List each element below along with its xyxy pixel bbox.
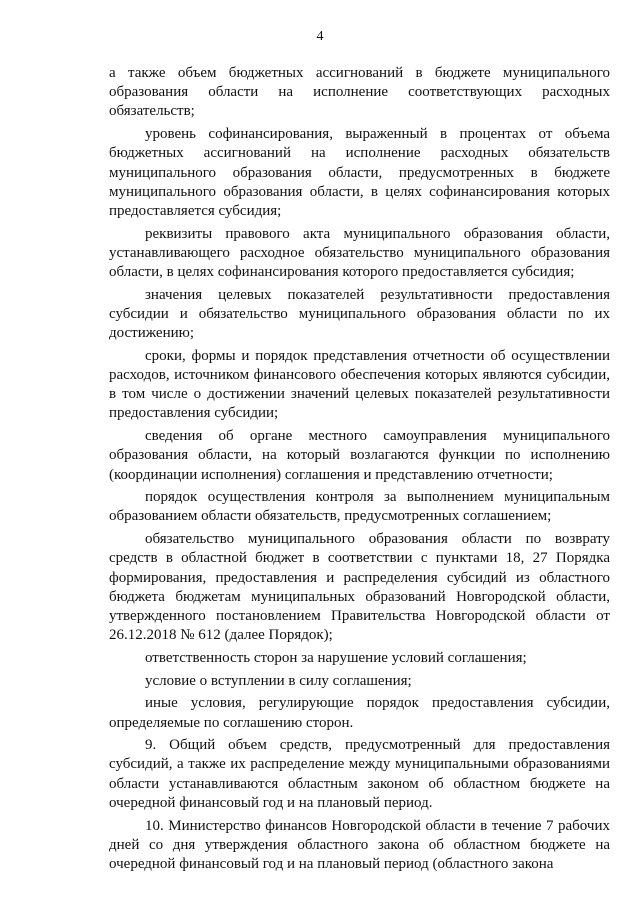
- paragraph-10: условие о вступлении в силу соглашения;: [145, 672, 412, 689]
- paragraph-8: обязательство муниципального образования области по возврату средств в областной бюджет в соответствии с пунктами 18, 27 Порядка формирования, предоставления и распределения субсидий из областного бюджета бюджетам муниципальных образований Новгородской области, утвержденного постановлением Правительства Новгородской области от 26.12.2018 № 612 (далее Порядок);: [109, 531, 610, 644]
- paragraph-5: сроки, формы и порядок представления отчетности об осуществлении расходов, источником финансового обеспечения которых являются субсидии, в том числе о достижении значений целевых показателей результативности предоставления субсидии;: [109, 347, 610, 422]
- paragraph-2: уровень софинансирования, выраженный в процентах от объема бюджетных ассигнований на исполнение расходных обязательств муниципального образования области, предусмотренных в бюджете муниципального образования области, в целях софинансирования которых предоставляется субсидия;: [109, 126, 610, 219]
- paragraph-6: сведения об органе местного самоуправления муниципального образования области, на который возлагаются функции по исполнению (координации исполнения) соглашения и представлению отчетности;: [109, 428, 610, 483]
- paragraph-1: а также объем бюджетных ассигнований в бюджете муниципального образования области на исполнение соответствующих расходных обязательств;: [109, 65, 610, 120]
- paragraph-9: ответственность сторон за нарушение условий соглашения;: [145, 649, 527, 666]
- page-number: 4: [316, 29, 324, 44]
- paragraph-13: 10. Министерство финансов Новгородской области в течение 7 рабочих дней со дня утверждения областного закона об областном бюджете на очередной финансовый год и на плановый период (областного закона: [109, 817, 610, 872]
- paragraph-11: иные условия, регулирующие порядок предоставления субсидии, определяемые по соглашению сторон.: [109, 695, 610, 731]
- paragraph-4: значения целевых показателей результативности предоставления субсидии и обязательство муниципального образования области по их достижению;: [109, 286, 610, 342]
- document-body: [109, 64, 610, 878]
- paragraph-3: реквизиты правового акта муниципального образования области, устанавливающего расходное обязательство муниципального образования области, в целях софинансирования которого предоставляется субсидия;: [109, 225, 610, 281]
- paragraph-12: 9. Общий объем средств, предусмотренный для предоставления субсидий, а также их распределение между муниципальными образованиями области устанавливаются областным законом об областном бюджете на очередной финансовый год и на плановый период.: [109, 737, 610, 811]
- paragraph-7: порядок осуществления контроля за выполнением муниципальным образованием области обязательств, предусмотренных соглашением;: [109, 489, 610, 525]
